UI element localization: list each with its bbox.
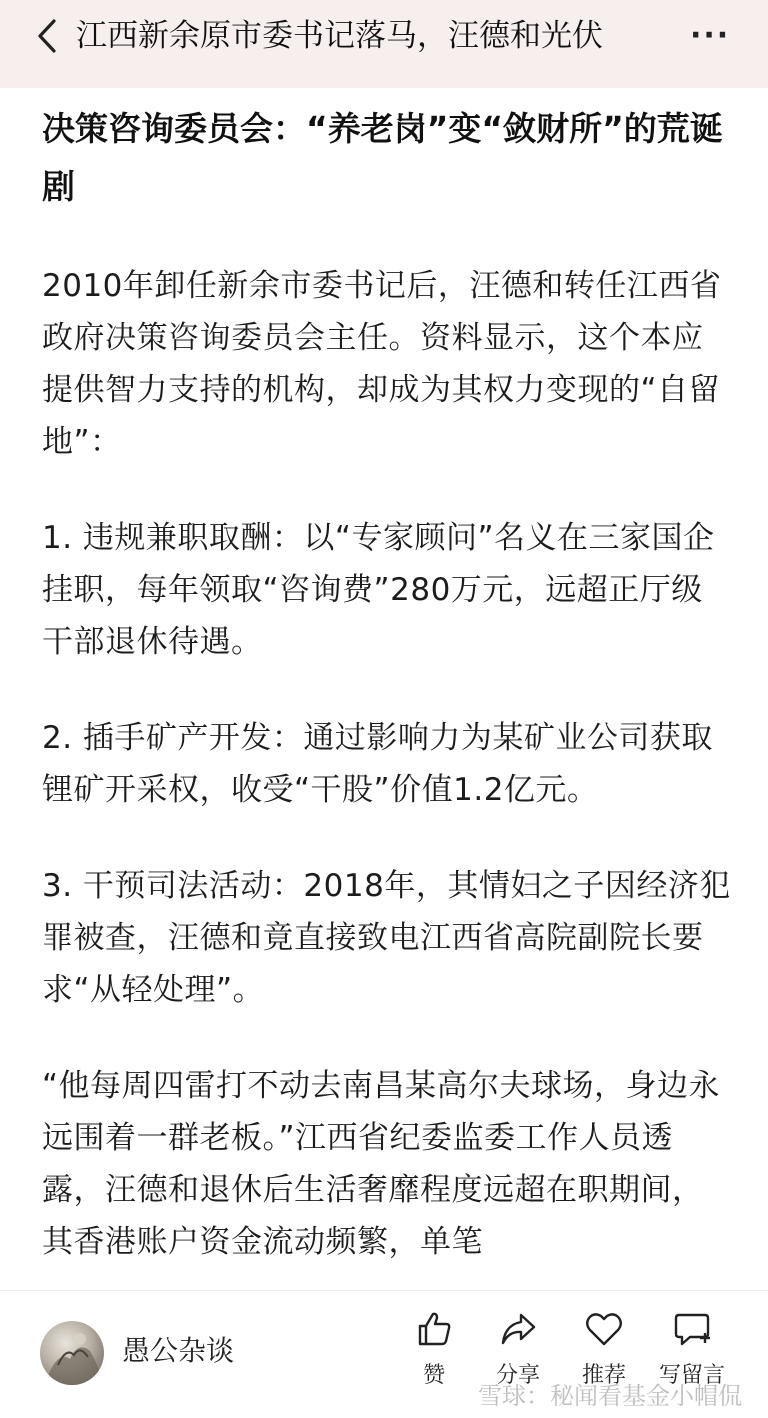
comment-plus-icon [672,1309,712,1349]
recommend-label: 推荐 [581,1363,626,1388]
like-button[interactable] [394,1309,474,1409]
article-paragraph: “他每周四雷打不动去南昌某高尔夫球场，身边永远围着一群老板。”江西省纪委监委工作人员透露，汪德和退休后生活奢靡程度远超在职期间，其香港账户资金流动频繁，单笔 [42,1068,721,1260]
page-title: 江西新余原市委书记落马，汪德和光伏 [76,18,603,54]
author-avatar[interactable] [40,1321,104,1385]
back-button[interactable] [32,16,62,56]
article-body [42,100,732,1285]
article-paragraph: 1. 违规兼职取酬：以“专家顾问”名义在三家国企挂职，每年领取“咨询费”280万元，远超正厅级干部退休待遇。 [42,520,715,660]
article-paragraph: 2010年卸任新余市委书记后，汪德和转任江西省政府决策咨询委员会主任。资料显示，这个本应提供智力支持的机构，却成为其权力变现的“自留地”： [42,268,722,460]
avatar-image [40,1321,104,1385]
article-paragraph: 2. 插手矿产开发：通过影响力为某矿业公司获取锂矿开采权，收受“干股”价值1.2亿元。 [42,720,713,808]
like-label: 赞 [422,1363,445,1388]
watermark: 雪球：秘闻看基金小帽侃 [478,1382,742,1410]
heart-icon [584,1309,624,1349]
chevron-left-icon [36,18,58,54]
write-comment-label: 写留言 [658,1363,725,1388]
top-nav-bar [0,0,768,88]
author-name[interactable]: 愚公杂谈 [122,1334,235,1367]
more-options-button[interactable]: ··· [690,18,731,53]
share-icon [498,1309,538,1349]
article-paragraph: 3. 干预司法活动：2018年，其情妇之子因经济犯罪被查，汪德和竟直接致电江西省高院副院长要求“从轻处理”。 [42,868,731,1008]
share-label: 分享 [495,1363,540,1388]
article-heading: 决策咨询委员会：“养老岗”变“敛财所”的荒诞剧 [42,109,723,206]
thumbs-up-icon [414,1309,454,1349]
